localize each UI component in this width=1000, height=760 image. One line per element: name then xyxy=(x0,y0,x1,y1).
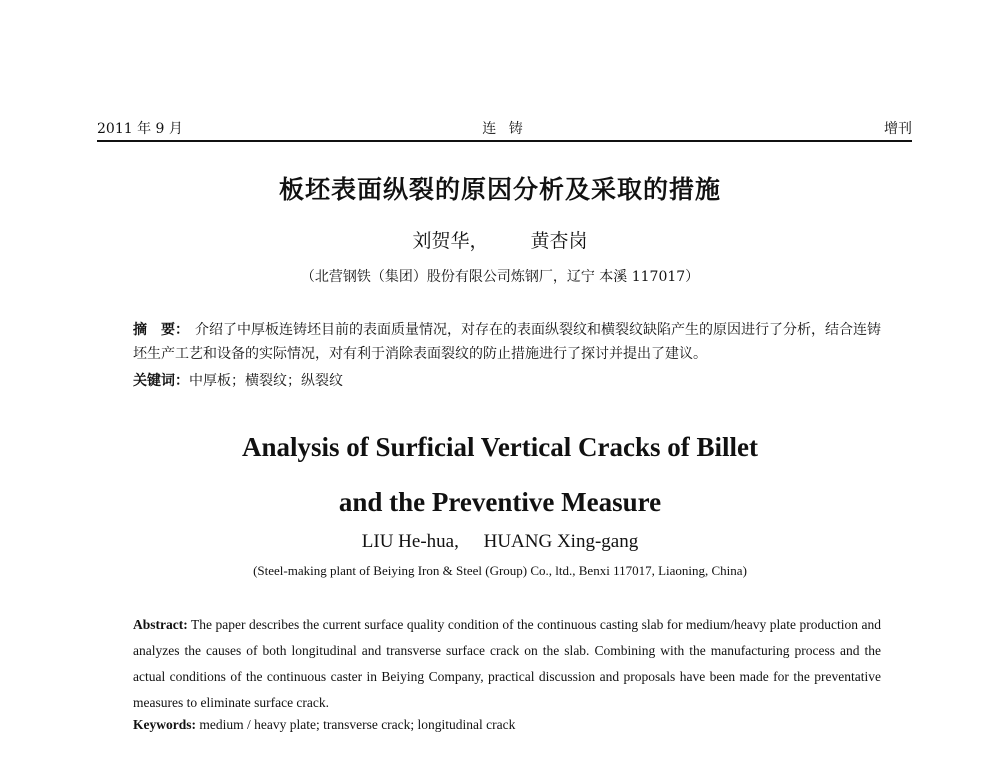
header-journal: 连 铸 xyxy=(482,121,527,137)
authors-english xyxy=(0,531,1000,553)
running-header xyxy=(97,118,912,142)
keywords-english xyxy=(133,717,881,733)
abstract-en-text: The paper describes the current surface quality condition of the continuous casting slab for medium/heavy plate production and analyzes the causes of both longitudinal and transverse surface crack on the slab. Combining with the manufacturing process and the actual conditions of the continuous caster in Beiying Company, practical discussion and proposals have been made for the preventative measures to eliminate surface crack. xyxy=(133,617,881,710)
author-en-1: LIU He-hua, xyxy=(361,531,459,552)
header-issue: 增刊 xyxy=(884,121,912,137)
keywords-chinese xyxy=(133,370,893,390)
abstract-cn-text: 介绍了中厚板连铸坯目前的表面质量情况，对存在的表面纵裂纹和横裂纹缺陷产生的原因进行了分析，结合连铸坯生产工艺和设备的实际情况，对有利于消除表面裂纹的防止措施进行了探讨并提出了建议。 xyxy=(133,322,881,362)
authors-chinese xyxy=(0,226,1000,253)
keywords-cn-text: 中厚板；横裂纹；纵裂纹 xyxy=(189,373,343,389)
header-date: 2011 年 9 月 xyxy=(97,121,183,137)
keywords-en-label: Keywords: xyxy=(133,717,196,732)
author-cn-1: 刘贺华， xyxy=(412,230,489,252)
affiliation-english: (Steel-making plant of Beiying Iron & Steel (Group) Co., ltd., Benxi 117017, Liaoning, China) xyxy=(253,563,747,578)
abstract-cn-label: 摘 要： xyxy=(133,322,189,338)
abstract-en-label: Abstract: xyxy=(133,617,188,632)
abstract-english xyxy=(133,612,881,716)
keywords-en-text: medium / heavy plate; transverse crack; longitudinal crack xyxy=(199,717,516,732)
title-english-line2: and the Preventive Measure xyxy=(338,487,662,517)
author-cn-2: 黄杏岗 xyxy=(530,230,588,252)
abstract-chinese xyxy=(133,318,893,366)
affiliation-chinese: （北营钢铁（集团）股份有限公司炼钢厂，辽宁 本溪 117017） xyxy=(300,269,700,285)
title-chinese: 板坯表面纵裂的原因分析及采取的措施 xyxy=(278,175,721,204)
author-en-2: HUANG Xing-gang xyxy=(483,531,639,552)
keywords-cn-label: 关键词： xyxy=(133,373,189,389)
title-english-line1: Analysis of Surficial Vertical Cracks of Billet xyxy=(242,432,758,462)
